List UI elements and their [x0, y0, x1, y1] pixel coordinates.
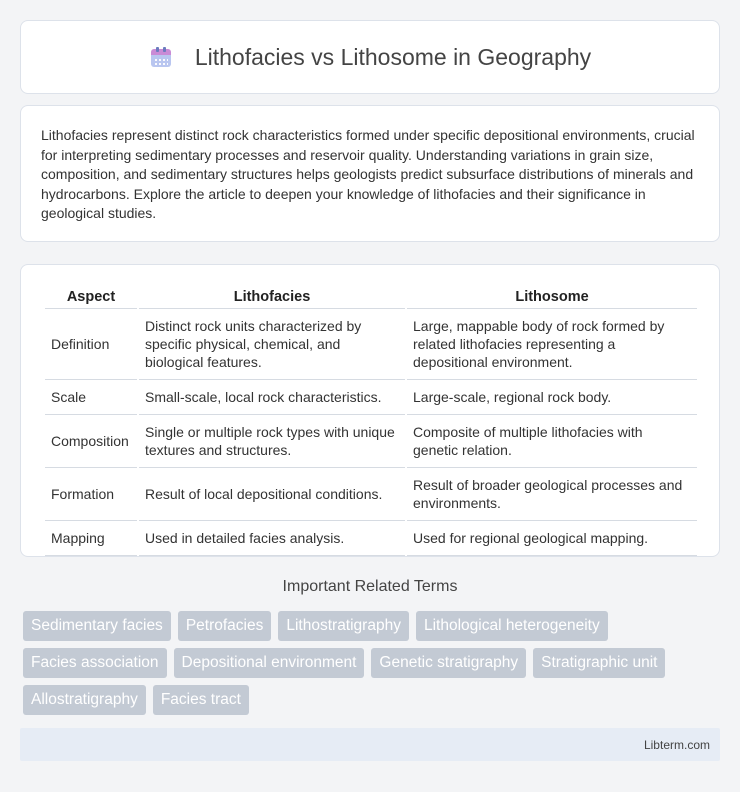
cell-aspect: Scale [45, 380, 137, 415]
cell-lithofacies: Result of local depositional conditions. [139, 468, 405, 521]
page-title: Lithofacies vs Lithosome in Geography [194, 43, 592, 70]
intro-card [20, 105, 720, 242]
related-term-tag[interactable]: Allostratigraphy [23, 685, 146, 715]
intro-text: Lithofacies represent distinct rock characteristics formed under specific depositional environments, crucial for interpreting sedimentary processes and reservoir quality. Understanding variations in grain size, composition, and sedimentary structures helps geologists predict subsurface distributions of minerals and hydrocarbons. Explore the article to deepen your knowledge of lithofacies and their significance in geological studies. [41, 127, 695, 221]
related-term-tag[interactable]: Depositional environment [174, 648, 365, 678]
table-row [45, 415, 697, 468]
related-term-tag[interactable]: Facies tract [153, 685, 249, 715]
table-header-row [45, 287, 697, 309]
cell-lithofacies: Small-scale, local rock characteristics. [139, 380, 405, 415]
footer [20, 728, 720, 761]
footer-brand[interactable]: Libterm.com [643, 737, 710, 752]
calendar-icon [149, 45, 173, 69]
table-row [45, 309, 697, 380]
header [149, 44, 591, 71]
related-term-tag[interactable]: Lithostratigraphy [278, 611, 409, 641]
related-term-tag[interactable]: Petrofacies [178, 611, 272, 641]
cell-aspect: Definition [45, 309, 137, 380]
cell-lithosome: Large-scale, regional rock body. [407, 380, 697, 415]
header-lithofacies: Lithofacies [139, 287, 405, 309]
cell-lithosome: Used for regional geological mapping. [407, 521, 697, 556]
related-term-tag[interactable]: Stratigraphic unit [533, 648, 665, 678]
cell-aspect: Formation [45, 468, 137, 521]
cell-lithosome: Result of broader geological processes and environments. [407, 468, 697, 521]
comparison-table-card [20, 264, 720, 557]
cell-lithosome: Composite of multiple lithofacies with genetic relation. [407, 415, 697, 468]
cell-lithofacies: Distinct rock units characterized by specific physical, chemical, and biological features. [139, 309, 405, 380]
related-terms-title: Important Related Terms [282, 578, 458, 595]
cell-aspect: Mapping [45, 521, 137, 556]
cell-lithofacies: Used in detailed facies analysis. [139, 521, 405, 556]
cell-lithosome: Large, mappable body of rock formed by related lithofacies representing a depositional environment. [407, 309, 697, 380]
header-aspect: Aspect [45, 287, 137, 309]
related-term-tag[interactable]: Sedimentary facies [23, 611, 171, 641]
table-row [45, 380, 697, 415]
cell-lithofacies: Single or multiple rock types with unique textures and structures. [139, 415, 405, 468]
header-card [20, 20, 720, 94]
related-term-tag[interactable]: Genetic stratigraphy [371, 648, 526, 678]
table-row [45, 468, 697, 521]
header-lithosome: Lithosome [407, 287, 697, 309]
related-term-tag[interactable]: Facies association [23, 648, 167, 678]
cell-aspect: Composition [45, 415, 137, 468]
related-term-tag[interactable]: Lithological heterogeneity [416, 611, 608, 641]
table-row [45, 521, 697, 556]
related-terms-tags [23, 611, 703, 715]
comparison-table [43, 287, 699, 556]
